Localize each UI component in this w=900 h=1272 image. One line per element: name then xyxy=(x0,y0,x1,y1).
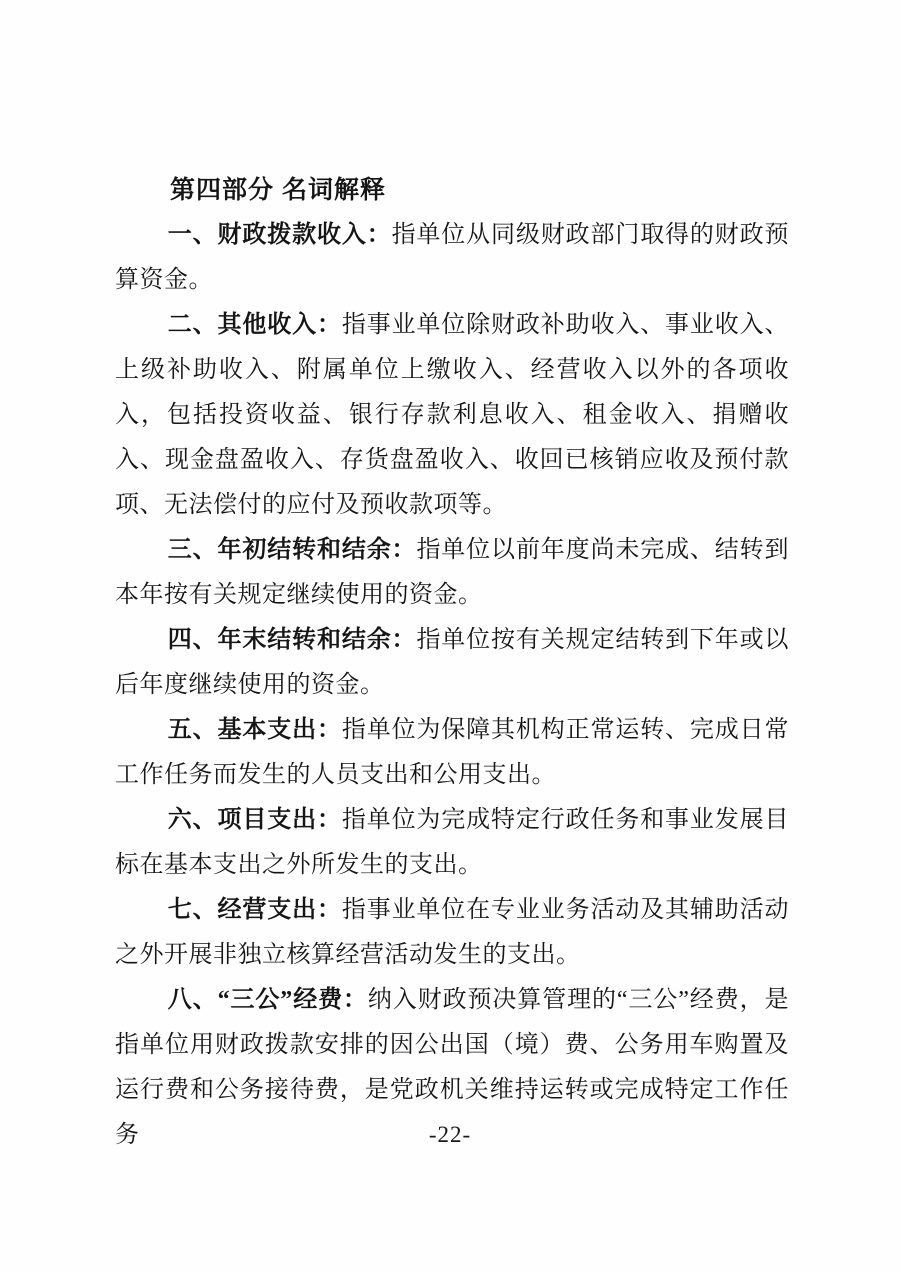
definitions-list xyxy=(115,213,789,1158)
page-content xyxy=(115,168,789,1158)
definition-paragraph xyxy=(115,798,789,888)
term-definition: 指单位为保障其机构正常运转、完成日常工作任务而发生的人员支出和公用支出。 xyxy=(115,717,790,788)
definition-paragraph xyxy=(115,528,789,618)
definition-paragraph xyxy=(115,213,789,303)
term-definition: 指事业单位除财政补助收入、事业收入、上级补助收入、附属单位上缴收入、经营收入以外的各项收入，包括投资收益、银行存款利息收入、租金收入、捐赠收入、现金盘盈收入、存货盘盈收入、收回已核销应收及预付款项、无法偿付的应付及预收款项等。 xyxy=(115,312,790,518)
term-label: 二、其他收入： xyxy=(167,312,342,338)
term-definition: 指单位为完成特定行政任务和事业发展目标在基本支出之外所发生的支出。 xyxy=(115,807,790,878)
term-label: 四、年末结转和结余： xyxy=(167,627,417,653)
term-label: 六、项目支出： xyxy=(167,807,342,833)
page-number: -22- xyxy=(428,1122,472,1147)
term-label: 八、“三公”经费： xyxy=(167,987,368,1013)
term-definition: 指事业单位在专业业务活动及其辅助活动之外开展非独立核算经营活动发生的支出。 xyxy=(115,897,790,968)
term-label: 五、基本支出： xyxy=(167,717,342,743)
term-label: 三、年初结转和结余： xyxy=(167,537,417,563)
definition-paragraph xyxy=(115,618,789,708)
term-definition: 指单位以前年度尚未完成、结转到本年按有关规定继续使用的资金。 xyxy=(115,537,790,608)
definition-paragraph xyxy=(115,888,789,978)
definition-paragraph xyxy=(115,708,789,798)
term-definition: 指单位按有关规定结转到下年或以后年度继续使用的资金。 xyxy=(115,627,790,698)
term-definition: 纳入财政预决算管理的“三公”经费，是指单位用财政拨款安排的因公出国（境）费、公务用车购置及运行费和公务接待费，是党政机关维持运转或完成特定工作任务 xyxy=(115,987,790,1148)
term-label: 一、财政拨款收入： xyxy=(167,222,392,248)
section-heading: 第四部分 名词解释 xyxy=(170,176,386,204)
term-label: 七、经营支出： xyxy=(167,897,342,923)
definition-paragraph xyxy=(115,303,789,528)
term-definition: 指单位从同级财政部门取得的财政预算资金。 xyxy=(115,222,790,293)
